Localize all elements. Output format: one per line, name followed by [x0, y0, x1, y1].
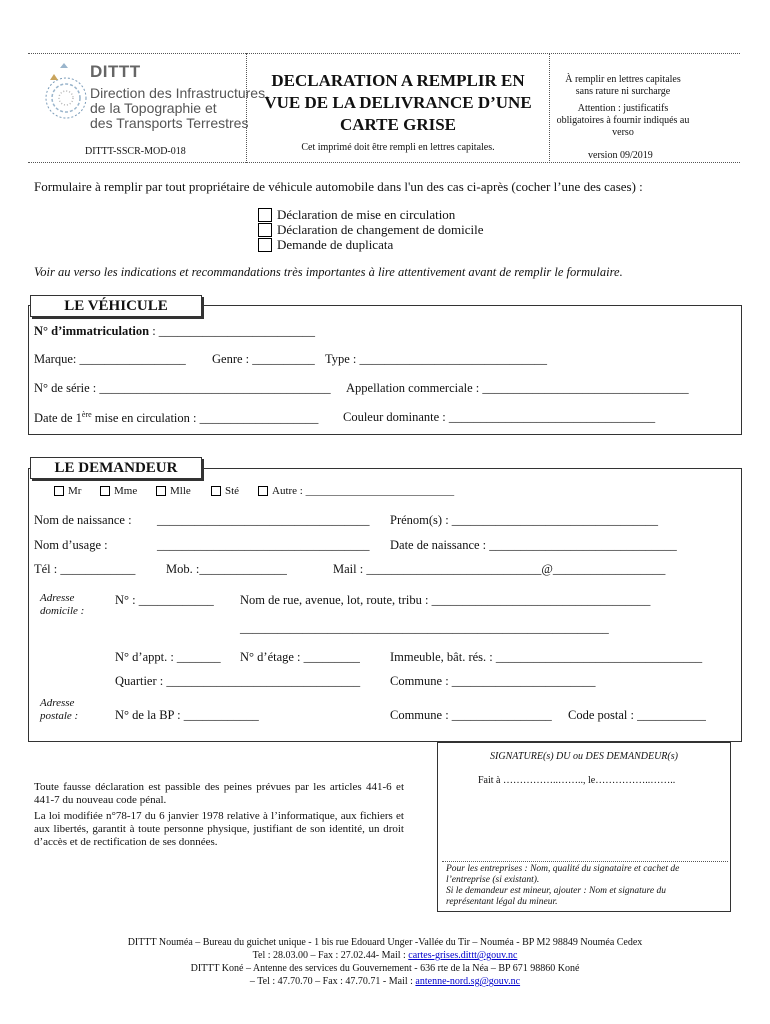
option-mise-en-circulation[interactable]	[258, 207, 455, 223]
signature-divider	[442, 861, 728, 862]
intro-text: Formulaire à remplir par tout propriétaire de véhicule automobile dans l'un des cas ci-après (cocher l’une des cases) :	[34, 179, 643, 194]
attachments-warning	[553, 103, 693, 139]
signature-note-line-2: l’entreprise (si existant).	[446, 875, 540, 885]
checkbox[interactable]	[258, 208, 272, 222]
title-line-3: CARTE GRISE	[339, 115, 457, 134]
adresse-postale-label	[40, 697, 78, 723]
appartement-field[interactable]: N° d’appt. : _______	[115, 650, 221, 664]
code-postal-field[interactable]: Code postal : ___________	[568, 708, 706, 722]
signature-note	[446, 864, 726, 908]
footer-noumea-phone: Tel : 28.03.00 – Fax : 27.02.44- Mail :	[252, 950, 409, 961]
rue-field[interactable]: Nom de rue, avenue, lot, route, tribu : ___________________________________	[240, 593, 651, 607]
footer-kone-contact	[0, 975, 770, 988]
capitals-instruction	[553, 74, 693, 98]
attachments-warning-line-1: Attention : justificatifs	[577, 103, 669, 114]
dittt-logo	[40, 60, 269, 135]
option-label: Déclaration de mise en circulation	[277, 207, 456, 222]
checkbox[interactable]	[100, 486, 110, 496]
verso-note: Voir au verso les indications et recommandations très importantes à lire attentivement avant de remplir le formulaire.	[34, 265, 623, 279]
form-reference: DITTT-SSCR-MOD-018	[85, 146, 186, 157]
adresse-domicile-label-line-1: Adresse	[40, 592, 75, 604]
quartier-field[interactable]: Quartier : _______________________________	[115, 674, 361, 688]
capitals-instruction-line-2: sans rature ni surcharge	[575, 86, 671, 97]
civility-label: Sté	[225, 485, 240, 497]
civility-label: Mme	[114, 485, 138, 497]
appellation-field[interactable]: Appellation commerciale : _________________________________	[346, 381, 689, 395]
checkbox[interactable]	[211, 486, 221, 496]
checkbox[interactable]	[156, 486, 166, 496]
rue-field-line-2[interactable]: ___________________________________________________________	[240, 621, 609, 635]
attachments-warning-line-2: obligatoires à fournir indiqués au	[556, 115, 690, 126]
etage-field[interactable]: N° d’étage : _________	[240, 650, 360, 664]
footer-kone: DITTT Koné – Antenne des services du Gouvernement - 636 rte de la Néa – BP 671 98860 Koné	[190, 963, 580, 974]
nom-usage-label: Nom d’usage :	[34, 538, 108, 552]
form-version: version 09/2019	[588, 150, 653, 161]
attachments-warning-line-3: verso	[612, 127, 634, 138]
couleur-field[interactable]: Couleur dominante : _________________________________	[343, 410, 656, 424]
commune-postale-field[interactable]: Commune : ________________	[390, 708, 552, 722]
adresse-domicile-label	[40, 592, 84, 618]
fait-a-field[interactable]: Fait à ……………..…….., le……………..……..	[478, 775, 676, 786]
date-prefix: Date de 1	[34, 411, 82, 426]
numero-field[interactable]: N° : ____________	[115, 593, 214, 607]
mobile-field[interactable]: Mob. :______________	[166, 562, 287, 576]
mail-field[interactable]: Mail : ____________________________@__________________	[333, 562, 666, 576]
nom-naissance-field[interactable]: __________________________________	[157, 513, 370, 527]
capitals-instruction-line-1: À remplir en lettres capitales	[565, 74, 681, 85]
title-line-1: DECLARATION A REMPLIR EN	[271, 71, 525, 90]
footer-kone-phone: – Tel : 47.70.70 – Fax : 47.70.71 - Mail :	[249, 976, 416, 987]
checkbox[interactable]	[258, 486, 268, 496]
civility-label: Autre : ___________________________	[272, 485, 455, 497]
civility-label: Mr	[68, 485, 82, 497]
signature-title: SIGNATURE(s) DU ou DES DEMANDEUR(s)	[490, 751, 678, 762]
adresse-domicile-label-line-2: domicile :	[40, 605, 85, 617]
email-link-antenne-nord[interactable]: antenne-nord.sg@gouv.nc	[415, 976, 521, 987]
legal-penalty: Toute fausse déclaration est passible des peines prévues par les articles 441-6 et 441-7 du nouveau code pénal.	[34, 781, 404, 806]
dittt-emblem-icon	[40, 60, 88, 135]
logo-line-2: de la Topographie et	[90, 100, 217, 116]
footer-noumea-contact	[0, 949, 770, 962]
civility-label: Mlle	[170, 485, 191, 497]
checkbox[interactable]	[258, 223, 272, 237]
adresse-postale-label-line-2: postale :	[40, 710, 79, 722]
capitals-note: Cet imprimé doit être rempli en lettres capitales.	[301, 142, 495, 153]
signature-note-line-3: Si le demandeur est mineur, ajouter : Nom et signature du	[446, 886, 666, 896]
type-field[interactable]: Type : ______________________________	[325, 352, 548, 366]
date-mise-circulation-field[interactable]	[34, 410, 318, 426]
prenoms-field[interactable]: Prénom(s) : _________________________________	[390, 513, 659, 527]
genre-field[interactable]: Genre : __________	[212, 352, 315, 366]
commune-domicile-field[interactable]: Commune : _______________________	[390, 674, 596, 688]
form-title	[248, 70, 548, 136]
civility-mlle[interactable]	[156, 485, 191, 497]
email-link-cartes-grises[interactable]: cartes-grises.dittt@gouv.nc	[408, 950, 518, 961]
nom-usage-field[interactable]: __________________________________	[157, 538, 370, 552]
option-duplicata[interactable]	[258, 237, 393, 253]
civility-mme[interactable]	[100, 485, 137, 497]
adresse-postale-label-line-1: Adresse	[40, 697, 75, 709]
title-line-2: VUE DE LA DELIVRANCE D’UNE	[264, 93, 532, 112]
immat-field[interactable]	[34, 324, 315, 339]
nom-naissance-label: Nom de naissance :	[34, 513, 132, 527]
immat-line: : _________________________	[149, 324, 316, 338]
vehicle-section-title: LE VÉHICULE	[30, 295, 202, 317]
logo-line-3: des Transports Terrestres	[90, 115, 249, 131]
applicant-section-title: LE DEMANDEUR	[30, 457, 202, 479]
signature-box[interactable]	[437, 742, 731, 912]
option-label: Déclaration de changement de domicile	[277, 222, 484, 237]
serie-field[interactable]: N° de série : _____________________________________	[34, 381, 331, 395]
logo-line-1: Direction des Infrastructures,	[90, 85, 269, 101]
civility-mr[interactable]	[54, 485, 81, 497]
tel-field[interactable]: Tél : ____________	[34, 562, 136, 576]
option-changement-domicile[interactable]	[258, 222, 483, 238]
signature-note-line-1: Pour les entreprises : Nom, qualité du signataire et cachet de	[446, 864, 680, 874]
marque-field[interactable]: Marque: _________________	[34, 352, 186, 366]
option-label: Demande de duplicata	[277, 237, 394, 252]
checkbox[interactable]	[54, 486, 64, 496]
date-naissance-field[interactable]: Date de naissance : ______________________________	[390, 538, 677, 552]
signature-note-line-4: représentant légal du mineur.	[446, 897, 558, 907]
logo-brand: DITTT	[90, 62, 141, 81]
civility-autre[interactable]	[258, 485, 454, 497]
immeuble-field[interactable]: Immeuble, bât. rés. : _________________________________	[390, 650, 703, 664]
civility-ste[interactable]	[211, 485, 239, 497]
checkbox[interactable]	[258, 238, 272, 252]
legal-data-protection: La loi modifiée n°78-17 du 6 janvier 1978 relative à l’informatique, aux fichiers et aux libertés, garantit à toute personne physique, justifiant de son identité, un droit d’accès et de rectification de ses données.	[34, 810, 404, 848]
footer	[0, 936, 770, 988]
date-suffix: mise en circulation : ___________________	[91, 411, 319, 426]
immat-label: N° d’immatriculation	[34, 324, 150, 338]
bp-field[interactable]: N° de la BP : ____________	[115, 708, 259, 722]
footer-noumea: DITTT Nouméa – Bureau du guichet unique - 1 bis rue Edouard Unger -Vallée du Tir – Nouméa - BP M2 98849 Nouméa Cedex	[127, 937, 643, 948]
date-superscript: ère	[81, 410, 92, 419]
